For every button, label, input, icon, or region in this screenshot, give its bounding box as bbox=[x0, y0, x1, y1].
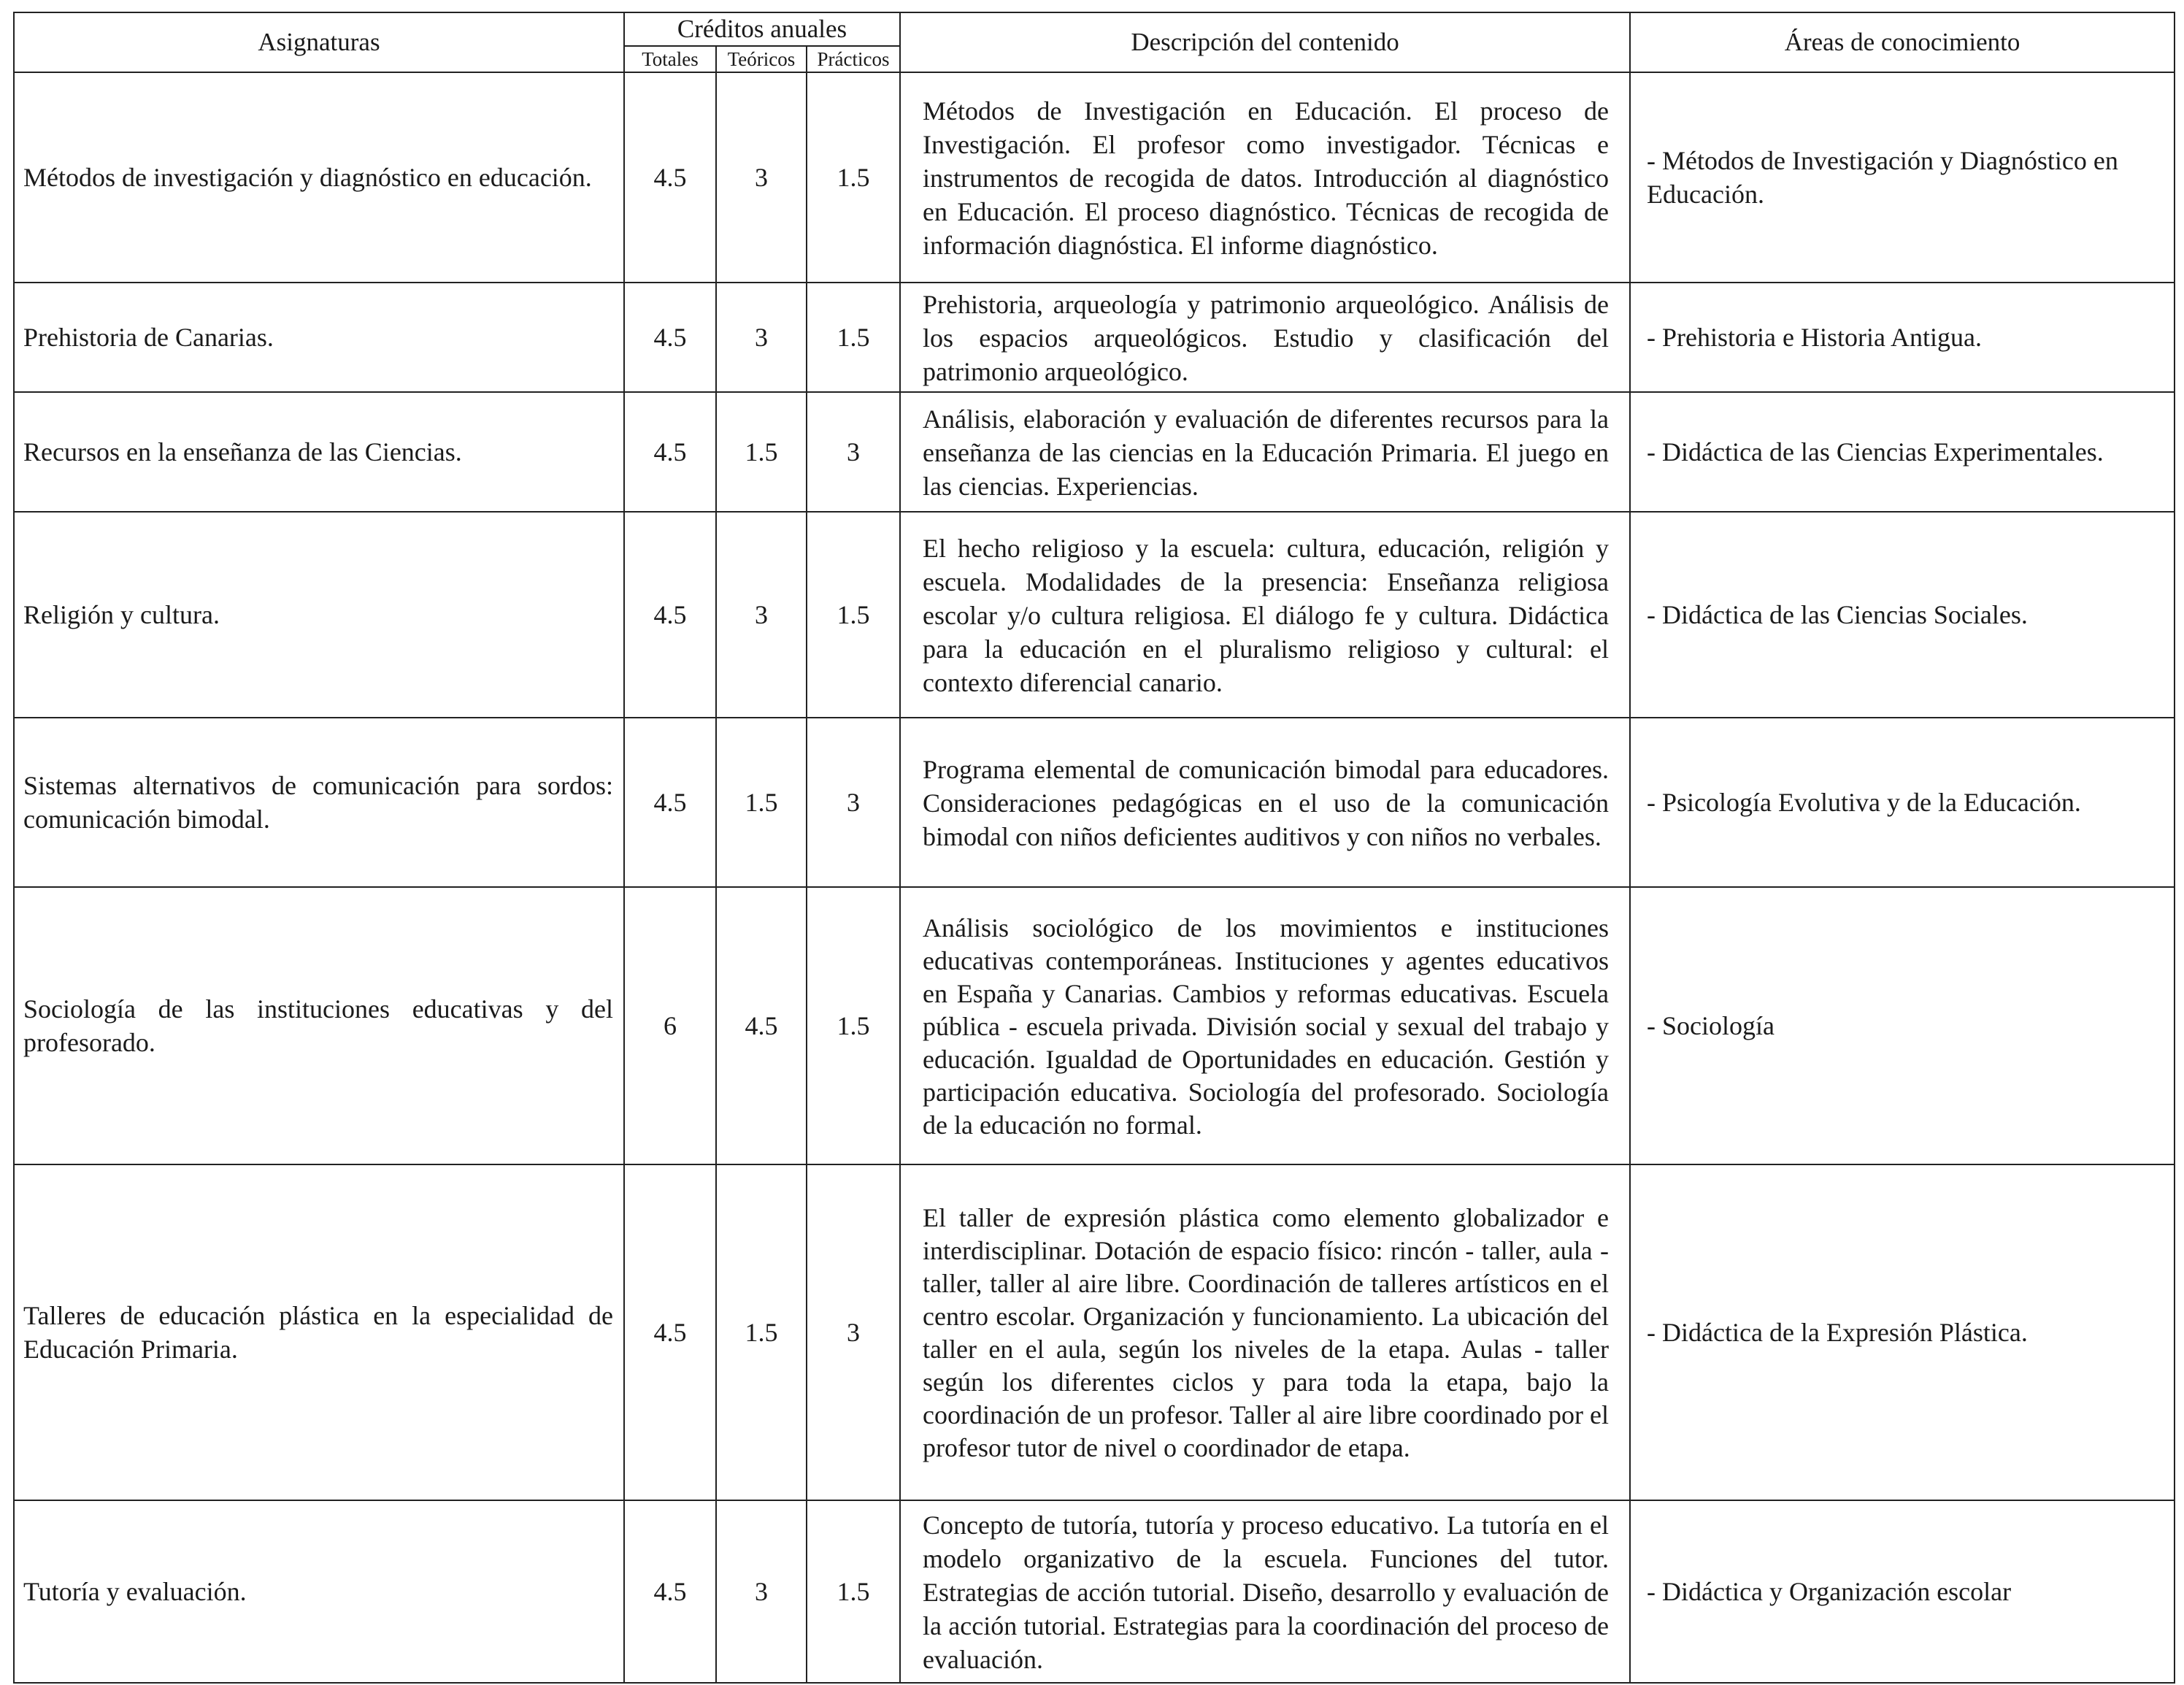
totals-cell: 4.5 bbox=[624, 1500, 716, 1683]
practice-cell: 3 bbox=[807, 392, 900, 512]
table-row bbox=[14, 512, 2175, 718]
practice-cell: 1.5 bbox=[807, 72, 900, 283]
description-cell: Prehistoria, arqueología y patrimonio arqueológico. Análisis de los espacios arqueológicos. Estudio y clasificación del patrimonio arqueológico. bbox=[900, 283, 1630, 392]
theory-cell: 1.5 bbox=[716, 718, 807, 887]
practice-cell: 1.5 bbox=[807, 887, 900, 1164]
description-cell: Concepto de tutoría, tutoría y proceso educativo. La tutoría en el modelo organizativo de la escuela. Funciones del tutor. Estrategias de acción tutorial. Diseño, desarrollo y evaluación de la acción tutorial. Estrategias para la coordinación del proceso de evaluación. bbox=[900, 1500, 1630, 1683]
description-cell: Análisis, elaboración y evaluación de diferentes recursos para la enseñanza de las ciencias en la Educación Primaria. El juego en las ciencias. Experiencias. bbox=[900, 392, 1630, 512]
totals-cell: 4.5 bbox=[624, 718, 716, 887]
area-cell: - Prehistoria e Historia Antigua. bbox=[1630, 283, 2175, 392]
subjects-table bbox=[13, 12, 2175, 1684]
totals-cell: 4.5 bbox=[624, 1164, 716, 1500]
theory-cell: 3 bbox=[716, 1500, 807, 1683]
description-cell: El hecho religioso y la escuela: cultura, educación, religión y escuela. Modalidades de la presencia: Enseñanza religiosa escolar y/o cultura religiosa. El diálogo fe y cultura. Didáctica para la educación en el pluralismo religioso y cultural: el contexto diferencial canario. bbox=[900, 512, 1630, 718]
theory-cell: 4.5 bbox=[716, 887, 807, 1164]
description-cell: El taller de expresión plástica como elemento globalizador e interdisciplinar. Dotación de espacio físico: rincón - taller, aula - taller, taller al aire libre. Coordinación de talleres artísticos en el centro escolar. Organización y funcionamiento. La ubicación del taller en el aula, según los niveles de la etapa. Aulas - taller según los diferentes ciclos y para toda la etapa, bajo la coordinación de un profesor. Taller al aire libre coordinado por el profesor tutor de nivel o coordinador de etapa. bbox=[900, 1164, 1630, 1500]
area-cell: - Didáctica de las Ciencias Sociales. bbox=[1630, 512, 2175, 718]
subject-cell: Métodos de investigación y diagnóstico en educación. bbox=[14, 72, 624, 283]
subject-cell: Sociología de las instituciones educativas y del profesorado. bbox=[14, 887, 624, 1164]
practice-cell: 1.5 bbox=[807, 1500, 900, 1683]
table-row bbox=[14, 1164, 2175, 1500]
area-cell: - Psicología Evolutiva y de la Educación. bbox=[1630, 718, 2175, 887]
totals-cell: 4.5 bbox=[624, 392, 716, 512]
theory-cell: 1.5 bbox=[716, 1164, 807, 1500]
practice-cell: 1.5 bbox=[807, 512, 900, 718]
area-cell: - Métodos de Investigación y Diagnóstico en Educación. bbox=[1630, 72, 2175, 283]
theory-cell: 3 bbox=[716, 283, 807, 392]
header-credits: Créditos anuales bbox=[624, 12, 900, 46]
area-cell: - Didáctica de las Ciencias Experimentales. bbox=[1630, 392, 2175, 512]
curriculum-sheet bbox=[13, 12, 2174, 1676]
description-cell: Métodos de Investigación en Educación. El proceso de Investigación. El profesor como investigador. Técnicas e instrumentos de recogida de datos. Introducción al diagnóstico en Educación. El proceso diagnóstico. Técnicas de recogida de información diagnóstica. El informe diagnóstico. bbox=[900, 72, 1630, 283]
table-row bbox=[14, 72, 2175, 283]
practice-cell: 3 bbox=[807, 1164, 900, 1500]
subject-cell: Religión y cultura. bbox=[14, 512, 624, 718]
header-totals: Totales bbox=[624, 46, 716, 72]
table-row bbox=[14, 1500, 2175, 1683]
table-row bbox=[14, 392, 2175, 512]
table-row bbox=[14, 718, 2175, 887]
area-cell: - Sociología bbox=[1630, 887, 2175, 1164]
totals-cell: 6 bbox=[624, 887, 716, 1164]
area-cell: - Didáctica y Organización escolar bbox=[1630, 1500, 2175, 1683]
theory-cell: 3 bbox=[716, 72, 807, 283]
theory-cell: 1.5 bbox=[716, 392, 807, 512]
practice-cell: 3 bbox=[807, 718, 900, 887]
subject-cell: Sistemas alternativos de comunicación para sordos: comunicación bimodal. bbox=[14, 718, 624, 887]
table-row bbox=[14, 887, 2175, 1164]
subject-cell: Prehistoria de Canarias. bbox=[14, 283, 624, 392]
header-description: Descripción del contenido bbox=[900, 12, 1630, 72]
table-header bbox=[14, 12, 2175, 72]
table-body bbox=[14, 72, 2175, 1683]
table-row bbox=[14, 283, 2175, 392]
totals-cell: 4.5 bbox=[624, 512, 716, 718]
practice-cell: 1.5 bbox=[807, 283, 900, 392]
subject-cell: Recursos en la enseñanza de las Ciencias. bbox=[14, 392, 624, 512]
totals-cell: 4.5 bbox=[624, 72, 716, 283]
area-cell: - Didáctica de la Expresión Plástica. bbox=[1630, 1164, 2175, 1500]
description-cell: Análisis sociológico de los movimientos e instituciones educativas contemporáneas. Instituciones y agentes educativos en España y Canarias. Cambios y reformas educativas. Escuela pública - escuela privada. División social y sexual del trabajo y educación. Igualdad de Oportunidades en educación. Gestión y participación educativa. Sociología del profesorado. Sociología de la educación no formal. bbox=[900, 887, 1630, 1164]
header-theory: Teóricos bbox=[716, 46, 807, 72]
totals-cell: 4.5 bbox=[624, 283, 716, 392]
header-practice: Prácticos bbox=[807, 46, 900, 72]
header-subject: Asignaturas bbox=[14, 12, 624, 72]
description-cell: Programa elemental de comunicación bimodal para educadores. Consideraciones pedagógicas en el uso de la comunicación bimodal con niños deficientes auditivos y con niños no verbales. bbox=[900, 718, 1630, 887]
subject-cell: Tutoría y evaluación. bbox=[14, 1500, 624, 1683]
header-areas: Áreas de conocimiento bbox=[1630, 12, 2175, 72]
theory-cell: 3 bbox=[716, 512, 807, 718]
subject-cell: Talleres de educación plástica en la especialidad de Educación Primaria. bbox=[14, 1164, 624, 1500]
